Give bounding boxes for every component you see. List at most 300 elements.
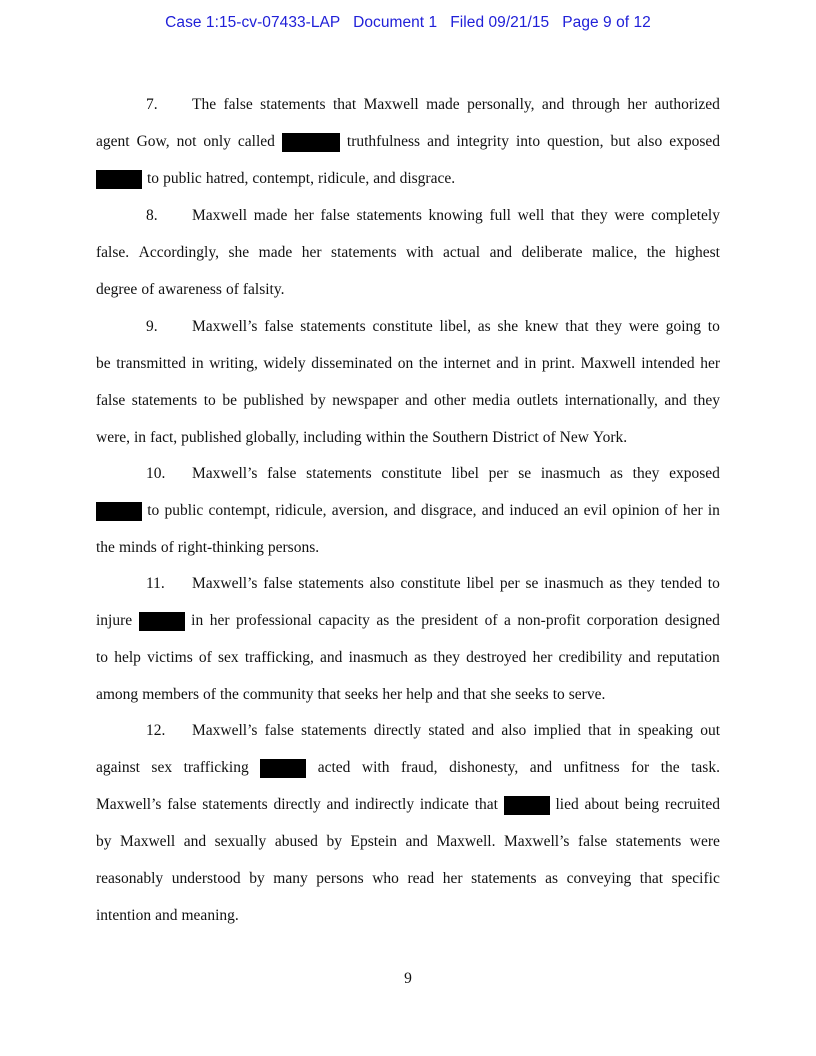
word: her (700, 355, 720, 372)
word: capacity (318, 612, 370, 629)
word: going (665, 318, 701, 335)
word: the (646, 244, 666, 261)
word: were (689, 833, 720, 850)
word: actual (443, 244, 481, 261)
word: help (406, 686, 433, 703)
word: Maxwell (580, 355, 636, 372)
word: statements (301, 722, 367, 739)
word: York. (592, 429, 628, 446)
word: statements (471, 870, 537, 887)
word: also (501, 722, 527, 739)
word: that (474, 796, 498, 813)
word: false (320, 207, 350, 224)
case-number: Case 1:15-cv-07433-LAP (165, 14, 341, 31)
word: libel (466, 575, 495, 592)
word: on (397, 355, 414, 372)
word: as (376, 612, 390, 629)
word: statements (202, 796, 268, 813)
word: conveying (566, 870, 632, 887)
word: published (243, 392, 304, 409)
word: members (142, 686, 200, 703)
word: false (267, 465, 297, 482)
word: and (320, 649, 343, 666)
redaction-box (504, 796, 550, 815)
word: her (209, 612, 230, 629)
word: through (571, 96, 620, 113)
word: and (541, 96, 565, 113)
word: trafficking (183, 759, 249, 776)
word: globally, (245, 429, 300, 446)
word: of (160, 539, 174, 556)
redaction-box (96, 170, 142, 189)
paragraph-number: 11. (146, 575, 165, 592)
word: Maxwell’s (192, 722, 258, 739)
word: false (577, 833, 608, 850)
paragraph-number: 8. (146, 207, 158, 224)
word: deliberate (521, 244, 583, 261)
word: by (96, 833, 112, 850)
word: she (497, 318, 519, 335)
word: The (192, 96, 217, 113)
word: the (219, 686, 239, 703)
word: reputation (656, 649, 720, 666)
word: not (176, 133, 197, 150)
word: they (595, 318, 622, 335)
word: and (496, 355, 519, 372)
word: they (632, 465, 660, 482)
paragraph-line (96, 757, 720, 779)
paragraph-line (96, 500, 720, 522)
word: stated (428, 722, 465, 739)
word: they (580, 207, 608, 224)
word: statements (260, 96, 326, 113)
paragraph-line (192, 205, 720, 227)
word: and (405, 392, 428, 409)
word: only (203, 133, 231, 150)
word: constitute (372, 318, 433, 335)
word: inasmuch (540, 465, 601, 482)
word: in (524, 355, 537, 372)
word: to (147, 502, 160, 519)
word: false (263, 575, 293, 592)
word: implied (533, 722, 581, 739)
word: to (552, 686, 565, 703)
word: president (421, 612, 479, 629)
word: and (529, 759, 553, 776)
word: to (203, 392, 216, 409)
word: malice, (592, 244, 638, 261)
word: and (664, 392, 687, 409)
word: statements (356, 207, 422, 224)
word: completely (651, 207, 720, 224)
word: to (96, 649, 109, 666)
word: print. (541, 355, 575, 372)
word: also (369, 575, 395, 592)
paragraph-line (96, 168, 720, 190)
word: authorized (654, 96, 720, 113)
word: that (332, 96, 357, 113)
word: reasonably (96, 870, 164, 887)
word: against (96, 759, 140, 776)
word: of (198, 649, 212, 666)
word: with (361, 759, 390, 776)
word: who (372, 870, 399, 887)
word: intended (641, 355, 695, 372)
word: question, (547, 133, 604, 150)
word: Maxwell (192, 207, 248, 224)
word: understood (171, 870, 241, 887)
word: per (488, 465, 509, 482)
word: of (225, 281, 239, 298)
word: unfitness (563, 759, 620, 776)
word: induced (509, 502, 559, 519)
word: made (253, 207, 288, 224)
word: false (264, 318, 294, 335)
word: and (628, 649, 651, 666)
word: serve. (568, 686, 606, 703)
word: statements (131, 392, 198, 409)
paragraph-line (96, 610, 720, 632)
word: indirectly (354, 796, 415, 813)
word: statements (331, 244, 397, 261)
word: by (249, 870, 265, 887)
word: her (301, 244, 322, 261)
redaction-box (260, 759, 306, 778)
word: in (134, 429, 147, 446)
word: and (155, 907, 178, 924)
word: transmitted (116, 355, 186, 372)
word: degree (96, 281, 138, 298)
word: also (637, 133, 663, 150)
word: and (373, 170, 396, 187)
word: speaking (637, 722, 693, 739)
word: Maxwell (120, 833, 176, 850)
word: writing, (209, 355, 258, 372)
word: Gow, (136, 133, 170, 150)
word: exposed (669, 465, 720, 482)
word: persons (316, 870, 364, 887)
word: her (532, 649, 553, 666)
word: as (545, 870, 559, 887)
word: aversion, (331, 502, 389, 519)
word: lied (555, 796, 579, 813)
word: within (365, 429, 406, 446)
word: abused (274, 833, 318, 850)
word: New (559, 429, 589, 446)
paragraph-line (96, 427, 720, 449)
word: Maxwell’s (192, 465, 258, 482)
word: false (264, 722, 294, 739)
word: as (609, 465, 623, 482)
word: other (433, 392, 466, 409)
page-indicator: Page 9 of 12 (562, 14, 651, 31)
word: were (628, 318, 659, 335)
word: right-thinking (177, 539, 264, 556)
word: of (542, 429, 556, 446)
word: her (382, 686, 403, 703)
word: out (700, 722, 720, 739)
word: libel, (439, 318, 471, 335)
word: minds (118, 539, 157, 556)
word: an (563, 502, 579, 519)
word: that (551, 207, 575, 224)
word: falsity. (242, 281, 285, 298)
word: media (472, 392, 511, 409)
paragraph-number: 9. (146, 318, 158, 335)
word: made (258, 244, 293, 261)
word: but (610, 133, 631, 150)
word: fact, (150, 429, 178, 446)
word: ridicule, (275, 502, 327, 519)
word: Maxwell’s (192, 575, 258, 592)
word: indicate (419, 796, 469, 813)
word: as (477, 318, 491, 335)
word: being (624, 796, 660, 813)
word: corporation (586, 612, 659, 629)
word: that (463, 686, 487, 703)
word: widely (263, 355, 306, 372)
word: seeks (515, 686, 549, 703)
word: public (163, 170, 202, 187)
word: that (317, 686, 341, 703)
word: sex (218, 649, 239, 666)
word: called (237, 133, 275, 150)
word: false. (96, 244, 130, 261)
word: community (242, 686, 314, 703)
word: sexually (214, 833, 267, 850)
word: including (303, 429, 362, 446)
word: inasmuch (348, 649, 408, 666)
paragraph-line (192, 720, 720, 742)
word: and (393, 502, 416, 519)
word: as (414, 649, 428, 666)
word: and (489, 244, 512, 261)
paragraph-line (96, 242, 720, 264)
word: be (96, 355, 111, 372)
word: statements (300, 318, 366, 335)
word: awareness (158, 281, 222, 298)
word: be (222, 392, 237, 409)
paragraph-line (192, 463, 720, 485)
word: meaning. (181, 907, 239, 924)
word: and (481, 502, 505, 519)
case-header (0, 14, 816, 32)
word: personally, (467, 96, 535, 113)
word: disgrace. (399, 170, 456, 187)
word: Maxwell’s (96, 796, 162, 813)
word: highest (675, 244, 720, 261)
word: intention (96, 907, 152, 924)
word: published (181, 429, 242, 446)
word: for (631, 759, 650, 776)
paragraph-line (96, 905, 720, 927)
word: Epstein (350, 833, 397, 850)
word: evil (583, 502, 607, 519)
word: with (405, 244, 434, 261)
word: truthfulness (346, 133, 421, 150)
word: directly (273, 796, 321, 813)
word: many (273, 870, 308, 887)
word: of (484, 612, 498, 629)
word: that (639, 870, 664, 887)
word: Maxwell’s (504, 833, 570, 850)
word: Maxwell. (436, 833, 496, 850)
word: contempt, (252, 170, 314, 187)
paragraph-line (96, 684, 720, 706)
word: she (490, 686, 512, 703)
word: professional (236, 612, 312, 629)
word: constitute (400, 575, 461, 592)
word: public (164, 502, 204, 519)
word: integrity (456, 133, 509, 150)
word: recruited (664, 796, 720, 813)
word: false (223, 96, 253, 113)
word: of (141, 281, 155, 298)
paragraph-number: 12. (146, 722, 166, 739)
word: injure (96, 612, 133, 629)
word: among (96, 686, 139, 703)
paragraph-line (192, 316, 720, 338)
word: outlets (516, 392, 559, 409)
paragraph-line (96, 831, 720, 853)
word: a (504, 612, 511, 629)
word: Maxwell (363, 96, 419, 113)
document-number: Document 1 (353, 14, 438, 31)
word: the (96, 539, 115, 556)
word: libel (451, 465, 479, 482)
word: made (426, 96, 460, 113)
word: they (693, 392, 720, 409)
word: the (418, 355, 438, 372)
word: in (191, 355, 204, 372)
word: internationally, (564, 392, 658, 409)
word: exposed (669, 133, 720, 150)
word: se (525, 575, 539, 592)
redaction-box (96, 502, 142, 521)
word: the (660, 759, 680, 776)
word: she (228, 244, 250, 261)
paragraph-line (96, 647, 720, 669)
redaction-box (139, 612, 185, 631)
paragraph-line (96, 868, 720, 890)
word: Maxwell’s (192, 318, 258, 335)
word: seeks (344, 686, 379, 703)
word: per (499, 575, 520, 592)
word: statements (615, 833, 682, 850)
word: and (405, 833, 428, 850)
word: and (326, 796, 349, 813)
word: her (294, 207, 314, 224)
word: opinion (612, 502, 660, 519)
paragraph-line (96, 390, 720, 412)
word: sex (151, 759, 173, 776)
word: newspaper (332, 392, 399, 409)
paragraph-number: 7. (146, 96, 158, 113)
paragraph-line (96, 537, 720, 559)
word: destroyed (466, 649, 527, 666)
word: of (664, 502, 678, 519)
word: disseminated (311, 355, 393, 372)
word: directly (373, 722, 422, 739)
word: that (588, 722, 612, 739)
word: in (618, 722, 631, 739)
paragraph-line (96, 131, 720, 153)
word: contempt, (208, 502, 271, 519)
paragraph-line (96, 794, 720, 816)
word: internet (443, 355, 491, 372)
word: disgrace, (421, 502, 477, 519)
word: specific (671, 870, 720, 887)
word: trafficking, (244, 649, 314, 666)
word: to (147, 170, 160, 187)
word: hatred, (205, 170, 249, 187)
word: knew (524, 318, 559, 335)
word: tended (660, 575, 702, 592)
word: victims (147, 649, 193, 666)
word: her (442, 870, 463, 887)
paragraph-line (192, 573, 720, 595)
word: into (515, 133, 541, 150)
word: Southern (432, 429, 489, 446)
word: acted (317, 759, 351, 776)
word: statements (298, 575, 364, 592)
word: about (584, 796, 619, 813)
word: in (707, 502, 720, 519)
word: they (628, 575, 655, 592)
word: persons. (267, 539, 320, 556)
word: knowing (428, 207, 483, 224)
word: as (609, 575, 623, 592)
page-number: 9 (404, 970, 412, 987)
word: her (682, 502, 703, 519)
word: agent (96, 133, 130, 150)
paragraph-line (96, 353, 720, 375)
word: District (492, 429, 539, 446)
paragraph-line (96, 279, 720, 301)
word: the (395, 612, 415, 629)
word: were, (96, 429, 130, 446)
word: se (518, 465, 532, 482)
word: false (96, 392, 126, 409)
word: inasmuch (544, 575, 604, 592)
word: read (407, 870, 435, 887)
word: task. (691, 759, 720, 776)
word: designed (664, 612, 720, 629)
word: false (167, 796, 197, 813)
word: ridicule, (317, 170, 370, 187)
word: dishonesty, (449, 759, 519, 776)
word: by (310, 392, 326, 409)
word: her (627, 96, 648, 113)
word: well (517, 207, 545, 224)
word: and (427, 133, 450, 150)
word: and (471, 722, 495, 739)
word: in (191, 612, 204, 629)
word: full (489, 207, 511, 224)
word: credibility (558, 649, 623, 666)
paragraph-line (192, 94, 720, 116)
word: constitute (381, 465, 442, 482)
word: of (203, 686, 216, 703)
word: Accordingly, (138, 244, 219, 261)
word: and (183, 833, 207, 850)
word: statements (306, 465, 372, 482)
redaction-box (282, 133, 340, 152)
filed-date: Filed 09/21/15 (450, 14, 550, 31)
word: they (433, 649, 460, 666)
word: to (707, 318, 720, 335)
word: by (326, 833, 342, 850)
